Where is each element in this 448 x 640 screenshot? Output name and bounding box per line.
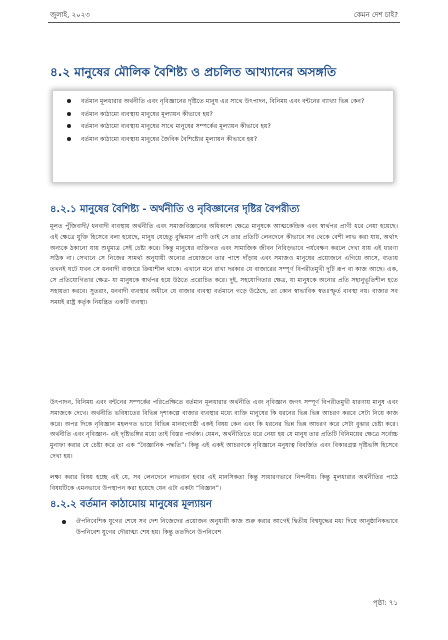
bullet-icon	[67, 99, 71, 103]
question-item	[67, 97, 383, 106]
question-text: বর্তমান কাঠামো ব্যবস্থায় মানুষের জৈবিক বৈশিষ্ট্যের মূল্যায়ন কীভাবে হয়?	[81, 135, 258, 143]
list-item	[60, 516, 398, 538]
bullet-list	[60, 516, 398, 538]
question-text: বর্তমান কাঠামো ব্যবস্থায় মানুষের মূল্যায়ন কীভাবে হয়?	[81, 110, 213, 118]
subsection-title: ৪.২.১ মানুষের বৈশিষ্ট্য - অর্থনীতি ও নৃবিজ্ঞানের দৃষ্টির বৈপরীত্য	[50, 204, 300, 215]
list-item-text: ঔপনিবেশিক যুগের শেষে সব দেশ নিজেদের প্রয়োজন অনুযায়ী কাজ শুরু করার আগেই দ্বিতীয় বিশ্বযুদ্ধের মধ্য দিয়ে আনুষ্ঠানিকভাবে উপনিবেশ যুগের দৌরাত্ম্য শেষ হয়। কিন্তু ততদিনে উপনিবেশ	[76, 518, 398, 536]
question-text: বর্তমান কাঠামো ব্যবস্থায় মানুষের সাথে মানুষের সম্পর্কের মূল্যায়ন কীভাবে হয়?	[81, 123, 271, 130]
bullet-icon	[67, 112, 71, 116]
question-item	[67, 110, 383, 119]
bullet-icon	[67, 137, 71, 141]
questions-list	[53, 91, 393, 144]
body-paragraph: উৎপাদন, বিনিময় এবং বন্টনের সম্পর্কের পরিপ্রেক্ষিতে বর্তমান মূলধারার অর্থনীতি এবং নৃবিজ্ঞান জগৎ সম্পূর্ণ বিপরীতমুখী ধারণায় মানুষ এবং সমাজকে দেখে। অর্থনীতি ভবিষ্যতের বিভিন্ন দৃশ্যকল্পে বাজার ব্যবস্থার মধ্যে ব্যক্তি মানুষের কি ধরনের ভিন্ন ভিন্ন আচরণ করবে সেটা নিয়ে কাজ করে। অপর দিকে নৃবিজ্ঞান মহলগত ভাবে বিভিন্ন মানবগোষ্ঠী একই বিষয় কেন এবং কি ধরনের ভিন্ন ভিন্ন আচরণ করে সেটা বুঝার চেষ্টা করে। অর্থনীতি এবং নৃবিজ্ঞান- এই দৃষ্টিভঙ্গির মধ্যে তাই বিস্তর পার্থক্য। যেমন, অর্থনীতিতে ধরে নেয়া হয় যে মানুষ তার প্রতিটি বিনিময়ের ক্ষেত্রে সর্বোচ্চ মুনাফা করার যে চেষ্টা করে তা এক “বৈজ্ঞানিক পদ্ধতি”। কিন্তু এই একই আচরণকে নৃবিজ্ঞানে মনুষ্যত্ব বিবর্জিত এবং বিকারগ্রস্ত দৃষ্টিভঙ্গি হিসেবে দেখা হয়।	[50, 399, 398, 460]
page-number: পৃষ্ঠা: ৭১	[372, 599, 398, 607]
question-item	[67, 135, 383, 144]
bullet-icon	[62, 520, 66, 524]
body-paragraph: মূলত পুঁজিবাদী/ ধনবাদী ব্যবস্থায় অর্থনীতি এবং সমাজবিজ্ঞানের অধিকাংশ ক্ষেত্রে মানুষকে আত্মকেন্দ্রিক এবং স্বার্থপর প্রাণী ধরে নেয়া হয়েছে। এই ক্ষেত্রে যুক্তি হিসেবে বলা হয়েছে, মানুষ যেহেতু বুদ্ধিমান প্রাণী তাই সে তার প্রতিটি লেনদেনে কীভাবে সব থেকে বেশী লাভ করা যায়, অর্থাৎ অন্যকে ঠকানো যায় শুধুমাত্র সেই চেষ্টা করে। কিন্তু মানুষের ব্যক্তিগত এবং সামাজিক জীবন নিবিড়ভাবে পর্যবেক্ষণ করলে দেখা যায় এই ধারণা সঠিক না। সেখানে সে নিজের সামর্থ্য অনুযায়ী অন্যের প্রয়োজনে তার পাশে দাঁড়ায় এবং সমাজও মানুষের প্রয়োজনে এগিয়ে আসে, ব্যত্যয় তখনই ঘটে যখন সে ধনবাদী বাজারে ক্রিয়াশীল থাকে। এখানে মনে রাখা দরকার যে বাজারের সম্পূর্ণ বিপরীতমুখী দুটি রূপ বা কাজ আছে। এক, সে প্রতিযোগিতার ক্ষেত্র- যা মানুষকে স্বার্থপর হয়ে উঠতে প্ররোচিত করে। দুই, সহযোগিতার ক্ষেত্র, যা মানুষকে অন্যের প্রতি সহানুভূতিশীল হতে সহায়তা করবে। সুতরাং, ধনবাদী ব্যবস্থার অধীনে যে বাজার ব্যবস্থা বর্তমানে গড়ে উঠেছে, তা কোন স্বাভাবিক স্বতঃস্ফূর্ত ব্যবস্থা নয়। বাজার সব সময়ই রাষ্ট্র কর্তৃক নিয়ন্ত্রিত একটি ব্যবস্থা।	[50, 223, 398, 306]
section-title: ৪.২ মানুষের মৌলিক বৈশিষ্ট্য ও প্রচলিত আখ্যানের অসঙ্গতি	[50, 65, 337, 79]
header-divider	[48, 22, 400, 23]
header-title: কেমন দেশ চাই?	[353, 11, 398, 19]
question-item	[67, 122, 383, 131]
bullet-icon	[67, 124, 71, 128]
questions-box	[52, 90, 394, 183]
body-paragraph: লক্ষ্য করার বিষয় হচ্ছে এই যে, সব লেনদেনে লাভবান হবার এই মানসিকতা কিন্তু সাধারণভাবে নিন্দনীয়। কিন্তু মূলধারার অর্থনীতির পাঠে বিষয়টিকে এমনভাবে উপস্থাপন করা হয়েছে যেন এটা একটা “বিজ্ঞান”।	[50, 474, 398, 492]
subsection-title: ৪.২.২ বর্তমান কাঠামোয় মানুষের মূল্যায়ন	[50, 499, 212, 510]
header-date: জুলাই, ২০২৩	[50, 11, 90, 19]
question-text: বর্তমান মূলধারার অর্থনীতি এবং নৃবিজ্ঞানের দৃষ্টিতে মানুষ এর সাথে উৎপাদন, বিনিময় এবং বন্টনের ব্যাখ্যা ভিন্ন কেন?	[81, 98, 365, 105]
